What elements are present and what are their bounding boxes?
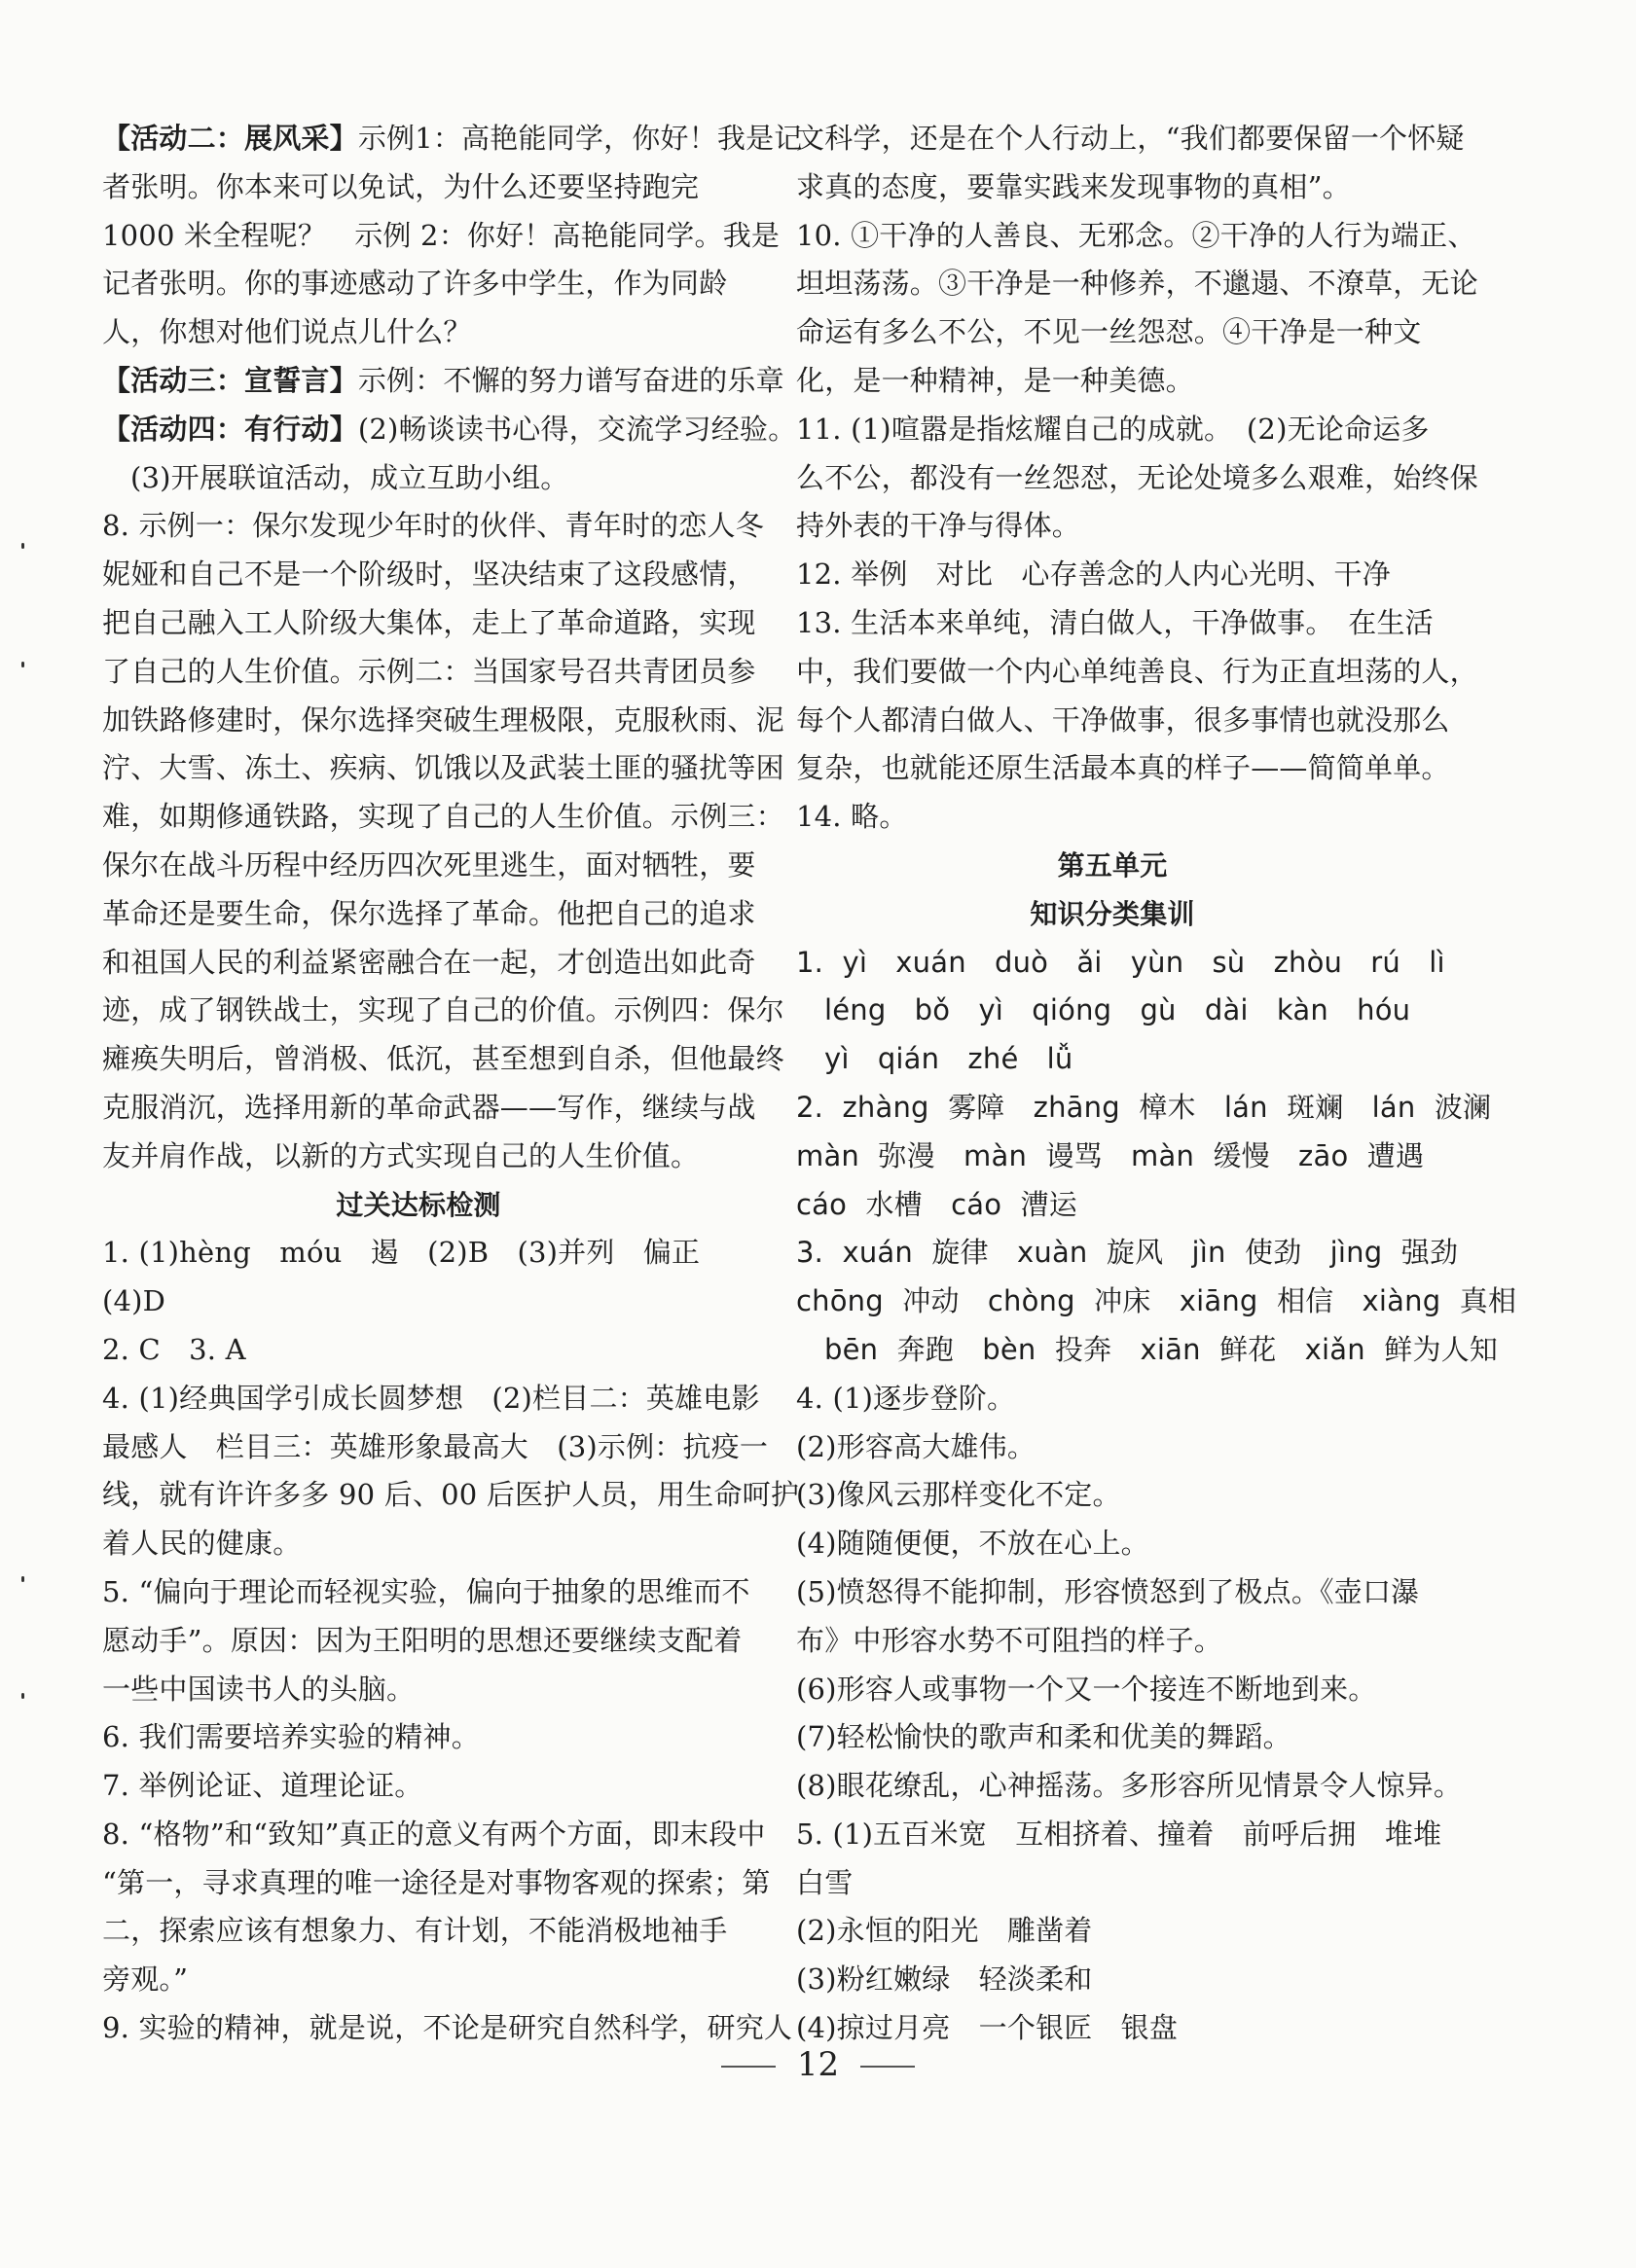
line-text: 2. C 3. A xyxy=(102,1332,246,1366)
answer-line xyxy=(796,212,1476,261)
answer-line xyxy=(102,793,784,842)
line-text: chōng 冲动 chòng 冲床 xiāng 相信 xiàng 真相 xyxy=(796,1284,1517,1318)
line-text: 瘫痪失明后，曾消极、低沉，甚至想到自杀，但他最终 xyxy=(102,1042,784,1076)
line-text: “第一，寻求真理的唯一途径是对事物客观的探索；第 xyxy=(102,1865,771,1899)
answer-line xyxy=(796,1666,1429,1714)
line-text: (3)开展联谊活动，成立互助小组。 xyxy=(130,460,569,494)
answer-line xyxy=(102,1859,771,1908)
line-text: 1. yì xuán duò ǎi yùn sù zhòu rú lì xyxy=(796,945,1445,979)
line-text: 复杂，也就能还原生活最本真的样子——简简单单。 xyxy=(796,751,1450,785)
answer-line xyxy=(796,454,1478,503)
answer-line xyxy=(102,454,735,503)
answer-line xyxy=(102,1811,766,1859)
answer-line xyxy=(796,406,1429,454)
answer-line xyxy=(796,1859,1429,1908)
line-text: 迹，成了钢铁战士，实现了自己的价值。示例四：保尔 xyxy=(102,993,784,1027)
answer-line xyxy=(102,1471,800,1520)
line-text: 保尔在战斗历程中经历四次死里逃生，面对牺牲，要 xyxy=(102,847,756,882)
line-text: 1. (1)hèng móu 遏 (2)B (3)并列 偏正 xyxy=(102,1236,701,1270)
line-text: 一些中国读书人的头脑。 xyxy=(102,1672,416,1706)
answer-line xyxy=(796,648,1478,697)
answer-line xyxy=(102,1713,735,1762)
line-text: (2)畅谈读书心得，交流学习经验。 xyxy=(357,412,797,446)
answer-line xyxy=(796,1326,1499,1375)
answer-line xyxy=(796,987,1429,1035)
scan-mark xyxy=(21,1576,24,1582)
line-text: 14. 略。 xyxy=(796,800,908,834)
answer-line xyxy=(796,1762,1463,1811)
line-text: (3)粉红嫩绿 轻淡柔和 xyxy=(796,1962,1093,1997)
line-text: 5. “偏向于理论而轻视实验，偏向于抽象的思维而不 xyxy=(102,1574,750,1608)
line-text: 愿动手”。原因：因为王阳明的思想还要继续支配着 xyxy=(102,1623,743,1657)
answer-line xyxy=(796,357,1429,406)
section-heading xyxy=(102,1181,735,1230)
line-text: 1000 米全程呢？ 示例 2：你好！高艳能同学。我是 xyxy=(102,218,781,252)
answer-line xyxy=(102,697,784,745)
line-text: 10. ①干净的人善良、无邪念。②干净的人行为端正、 xyxy=(796,218,1476,252)
answer-line xyxy=(796,1181,1429,1230)
answer-line xyxy=(102,1133,735,1181)
answer-line xyxy=(102,260,735,308)
answer-line xyxy=(102,502,764,551)
line-text: 文科学，还是在个人行动上，“我们都要保留一个怀疑 xyxy=(796,122,1465,155)
answer-line xyxy=(796,1568,1429,1617)
answer-line xyxy=(102,357,784,406)
answer-line xyxy=(796,599,1434,648)
scan-mark xyxy=(21,662,24,667)
answer-line xyxy=(796,1035,1429,1084)
answer-line xyxy=(102,406,797,454)
line-text: 3. xuán 旋律 xuàn 旋风 jìn 使劲 jìng 强劲 xyxy=(796,1236,1459,1270)
answer-line xyxy=(102,1617,743,1666)
line-text: 2. zhàng 雾障 zhāng 樟木 lán 斑斓 lán 波澜 xyxy=(796,1090,1492,1124)
line-text: (2)永恒的阳光 雕凿着 xyxy=(796,1914,1093,1948)
line-text: 求真的态度，要靠实践来发现事物的真相”。 xyxy=(796,169,1351,203)
line-text: 最感人 栏目三：英雄形象最高大 (3)示例：抗疫一 xyxy=(102,1429,769,1463)
line-text: (4)掠过月亮 一个银匠 银盘 xyxy=(796,2011,1179,2045)
answer-line xyxy=(796,163,1429,212)
answer-line xyxy=(102,1956,735,2004)
line-text: (4)随随便便，不放在心上。 xyxy=(796,1527,1149,1561)
line-text: 4. (1)逐步登阶。 xyxy=(796,1381,1016,1415)
line-text: 5. (1)五百米宽 互相挤着、撞着 前呼后拥 堆堆 xyxy=(796,1817,1442,1851)
line-text: 中，我们要做一个内心单纯善良、行为正直坦荡的人， xyxy=(796,654,1478,688)
line-text: 过关达标检测 xyxy=(336,1188,501,1221)
answer-line xyxy=(102,1084,756,1133)
answer-line xyxy=(102,890,756,939)
line-text: (4)D xyxy=(102,1284,166,1318)
answer-line xyxy=(796,939,1445,988)
line-text: 者张明。你本来可以免试，为什么还要坚持跑完 xyxy=(102,169,700,203)
line-text: 记者张明。你的事迹感动了许多中学生，作为同龄 xyxy=(102,267,728,301)
line-text: 8. 示例一：保尔发现少年时的伙伴、青年时的恋人冬 xyxy=(102,509,764,543)
answer-line xyxy=(102,939,756,988)
answer-line xyxy=(796,1617,1429,1666)
answer-line xyxy=(102,115,803,163)
answer-line xyxy=(102,551,756,599)
line-text: 了自己的人生价值。示例二：当国家号召共青团员参 xyxy=(102,654,756,688)
answer-line xyxy=(796,1375,1429,1423)
answer-line xyxy=(102,1568,750,1617)
answer-line xyxy=(796,1713,1429,1762)
answer-line xyxy=(102,1666,735,1714)
answer-line xyxy=(796,1278,1517,1326)
activity-label: 【活动三：宣誓言】 xyxy=(102,363,358,397)
answer-line xyxy=(102,163,735,212)
line-text: (6)形容人或事物一个又一个接连不断地到来。 xyxy=(796,1672,1377,1706)
line-text: 坦坦荡荡。③干净是一种修养，不邋遢、不潦草，无论 xyxy=(796,267,1478,301)
line-text: 二，探索应该有想象力、有计划，不能消极地袖手 xyxy=(102,1914,728,1948)
answer-line xyxy=(796,260,1478,308)
line-text: 13. 生活本来单纯，清白做人，干净做事。 在生活 xyxy=(796,605,1434,639)
line-text: 6. 我们需要培养实验的精神。 xyxy=(102,1720,480,1754)
line-text: 加铁路修建时，保尔选择突破生理极限，克服秋雨、泥 xyxy=(102,702,784,737)
answer-line xyxy=(102,1907,735,1956)
line-text: 持外表的干净与得体。 xyxy=(796,509,1081,543)
answer-line xyxy=(796,1133,1429,1181)
answer-line xyxy=(796,1423,1429,1472)
line-text: 知识分类集训 xyxy=(1030,897,1195,930)
line-text: léng bǒ yì qióng gù dài kàn hóu xyxy=(824,993,1411,1027)
answer-line xyxy=(796,1084,1492,1133)
scan-mark xyxy=(21,1693,24,1699)
line-text: cáo 水槽 cáo 漕运 xyxy=(796,1187,1077,1221)
line-text: 和祖国人民的利益紧密融合在一起，才创造出如此奇 xyxy=(102,945,756,979)
line-text: 4. (1)经典国学引成长圆梦想 (2)栏目二：英雄电影 xyxy=(102,1381,760,1415)
answer-line xyxy=(102,1326,735,1375)
answer-line xyxy=(102,1375,760,1423)
answer-line xyxy=(102,1229,735,1278)
answer-line xyxy=(102,842,756,890)
line-text: 人，你想对他们说点儿什么？ xyxy=(102,315,472,349)
footer-dash-right xyxy=(860,2066,915,2068)
line-text: 友并肩作战，以新的方式实现自己的人生价值。 xyxy=(102,1138,700,1172)
answer-line xyxy=(796,1811,1442,1859)
line-text: 示例1：高艳能同学，你好！我是记 xyxy=(357,122,803,155)
line-text: (7)轻松愉快的歌声和柔和优美的舞蹈。 xyxy=(796,1720,1291,1754)
page-number: 12 xyxy=(796,2045,840,2084)
line-text: 么不公，都没有一丝怨怼，无论处境多么艰难，始终保 xyxy=(796,460,1478,494)
answer-line xyxy=(796,502,1429,551)
line-text: 11. (1)喧嚣是指炫耀自己的成就。 (2)无论命运多 xyxy=(796,412,1430,446)
line-text: 泞、大雪、冻土、疾病、饥饿以及武装土匪的骚扰等困 xyxy=(102,751,784,785)
line-text: 布》中形容水势不可阻挡的样子。 xyxy=(796,1623,1223,1657)
answer-line xyxy=(102,648,756,697)
line-text: bēn 奔跑 bèn 投奔 xiān 鲜花 xiǎn 鲜为人知 xyxy=(824,1332,1499,1366)
line-text: màn 弥漫 màn 谩骂 màn 缓慢 zāo 遭遇 xyxy=(796,1138,1425,1172)
section-heading xyxy=(796,842,1429,890)
right-column xyxy=(796,115,1517,2053)
answer-line xyxy=(796,551,1429,599)
line-text: yì qián zhé lǚ xyxy=(824,1042,1073,1076)
page-number-footer xyxy=(0,2045,1636,2084)
left-column xyxy=(102,115,803,2053)
line-text: 把自己融入工人阶级大集体，走上了革命道路，实现 xyxy=(102,605,756,639)
line-text: (3)像风云那样变化不定。 xyxy=(796,1478,1121,1512)
line-text: (8)眼花缭乱，心神摇荡。多形容所见情景令人惊异。 xyxy=(796,1769,1463,1803)
line-text: 示例：不懈的努力谱写奋进的乐章 xyxy=(357,363,784,397)
line-text: 白雪 xyxy=(796,1865,854,1899)
line-text: 7. 举例论证、道理论证。 xyxy=(102,1769,423,1803)
answer-line xyxy=(102,744,784,793)
answer-line xyxy=(102,308,735,357)
answer-line xyxy=(796,1907,1429,1956)
answer-line xyxy=(102,212,781,261)
answer-line xyxy=(102,1035,784,1084)
answer-line xyxy=(102,1423,769,1472)
activity-label: 【活动四：有行动】 xyxy=(102,412,358,446)
answer-line xyxy=(796,697,1450,745)
line-text: 8. “格物”和“致知”真正的意义有两个方面，即末段中 xyxy=(102,1817,766,1851)
line-text: (2)形容高大雄伟。 xyxy=(796,1429,1036,1463)
line-text: 妮娅和自己不是一个阶级时，坚决结束了这段感情， xyxy=(102,558,756,592)
line-text: 每个人都清白做人、干净做事，很多事情也就没那么 xyxy=(796,702,1450,737)
answer-line xyxy=(796,1520,1429,1568)
answer-line xyxy=(102,1762,735,1811)
answer-line xyxy=(796,793,1429,842)
answer-line xyxy=(796,1956,1429,2004)
answer-line xyxy=(102,1520,735,1568)
scan-mark xyxy=(21,543,24,549)
line-text: 旁观。” xyxy=(102,1962,189,1997)
line-text: 克服消沉，选择用新的革命武器——写作，继续与战 xyxy=(102,1090,756,1124)
answer-line xyxy=(102,599,756,648)
line-text: 难，如期修通铁路，实现了自己的人生价值。示例三： xyxy=(102,800,784,834)
answer-line xyxy=(796,115,1465,163)
answer-line xyxy=(796,1471,1429,1520)
answer-line xyxy=(796,1229,1459,1278)
activity-label: 【活动二：展风采】 xyxy=(102,122,358,155)
answer-line xyxy=(796,744,1450,793)
answer-line xyxy=(796,308,1429,357)
line-text: (5)愤怒得不能抑制，形容愤怒到了极点。《壶口瀑 xyxy=(796,1574,1420,1608)
line-text: 线，就有许许多多 90 后、00 后医护人员，用生命呵护 xyxy=(102,1478,800,1512)
line-text: 9. 实验的精神，就是说，不论是研究自然科学，研究人 xyxy=(102,2011,793,2045)
line-text: 第五单元 xyxy=(1057,848,1168,882)
line-text: 着人民的健康。 xyxy=(102,1527,302,1561)
line-text: 12. 举例 对比 心存善念的人内心光明、干净 xyxy=(796,558,1391,592)
answer-line xyxy=(102,987,784,1035)
line-text: 化，是一种精神，是一种美德。 xyxy=(796,363,1194,397)
line-text: 革命还是要生命，保尔选择了革命。他把自己的追求 xyxy=(102,896,756,930)
line-text: 命运有多么不公，不见一丝怨怼。④干净是一种文 xyxy=(796,315,1422,349)
section-heading xyxy=(796,890,1429,939)
footer-dash-left xyxy=(721,2066,776,2068)
answer-line xyxy=(102,1278,735,1326)
